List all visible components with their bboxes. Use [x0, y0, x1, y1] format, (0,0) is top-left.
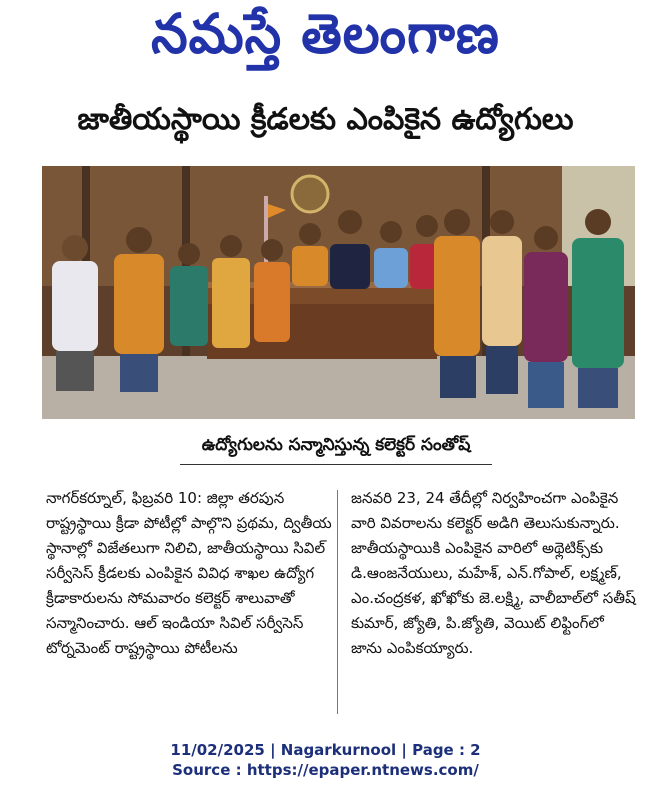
article-headline: జాతీయస్థాయి క్రీడలకు ఎంపికైన ఉద్యోగులు	[77, 102, 574, 137]
photo-caption: ఉద్యోగులను సన్మానిస్తున్న కలెక్టర్ సంతోష్	[180, 430, 492, 465]
masthead	[0, 0, 651, 82]
article-column-left	[46, 486, 332, 661]
footer-source: Source : https://epaper.ntnews.com/	[172, 761, 479, 779]
article-text-right: జనవరి 23, 24 తేదీల్లో నిర్వహించగా ఎంపికైన వారి వివరాలను కలెక్టర్ అడిగి తెలుసుకున్నారు. జాతీయస్థాయికి ఎంపికైన వారిలో అథ్లెటిక్స్‌కు డి.ఆంజనేయులు, మహేశ్, ఎన్.గోపాల్, లక్ష్మణ్, ఎం.చంద్రకళ, ఖోఖోకు జె.లక్ష్మి, వాలీబాల్‌లో సతీష్ కుమార్, జ్యోతి, పి.జ్యోతి, వెయిట్ లిఫ్టింగ్‌లో జాను ఎంపికయ్యారు.	[351, 489, 636, 657]
article-photo	[42, 166, 635, 419]
photo-illustration	[42, 166, 635, 419]
article-text-left: నాగర్‌కర్నూల్, ఫిబ్రవరి 10: జిల్లా తరపున రాష్ట్రస్థాయి క్రీడా పోటీల్లో పాల్గొని ప్రథమ, ద్వితీయ స్థానాల్లో విజేతలుగా నిలిచి, జాతీయస్థాయి సివిల్ సర్వీసెస్ క్రీడలకు ఎంపికైన వివిధ శాఖల ఉద్యోగ క్రీడాకారులను సోమవారం కలెక్టర్ శాలువాతో సన్మానించారు. ఆల్ ఇండియా సివిల్ సర్వీసెస్ టోర్నమెంట్ రాష్ట్రస్థాయి పోటీలను	[46, 489, 332, 657]
masthead-title: నమస్తే తెలంగాణ	[151, 2, 500, 66]
article-column-right	[351, 486, 637, 661]
column-divider	[337, 490, 338, 714]
footer-date-edition: 11/02/2025 | Nagarkurnool | Page : 2	[170, 741, 481, 759]
